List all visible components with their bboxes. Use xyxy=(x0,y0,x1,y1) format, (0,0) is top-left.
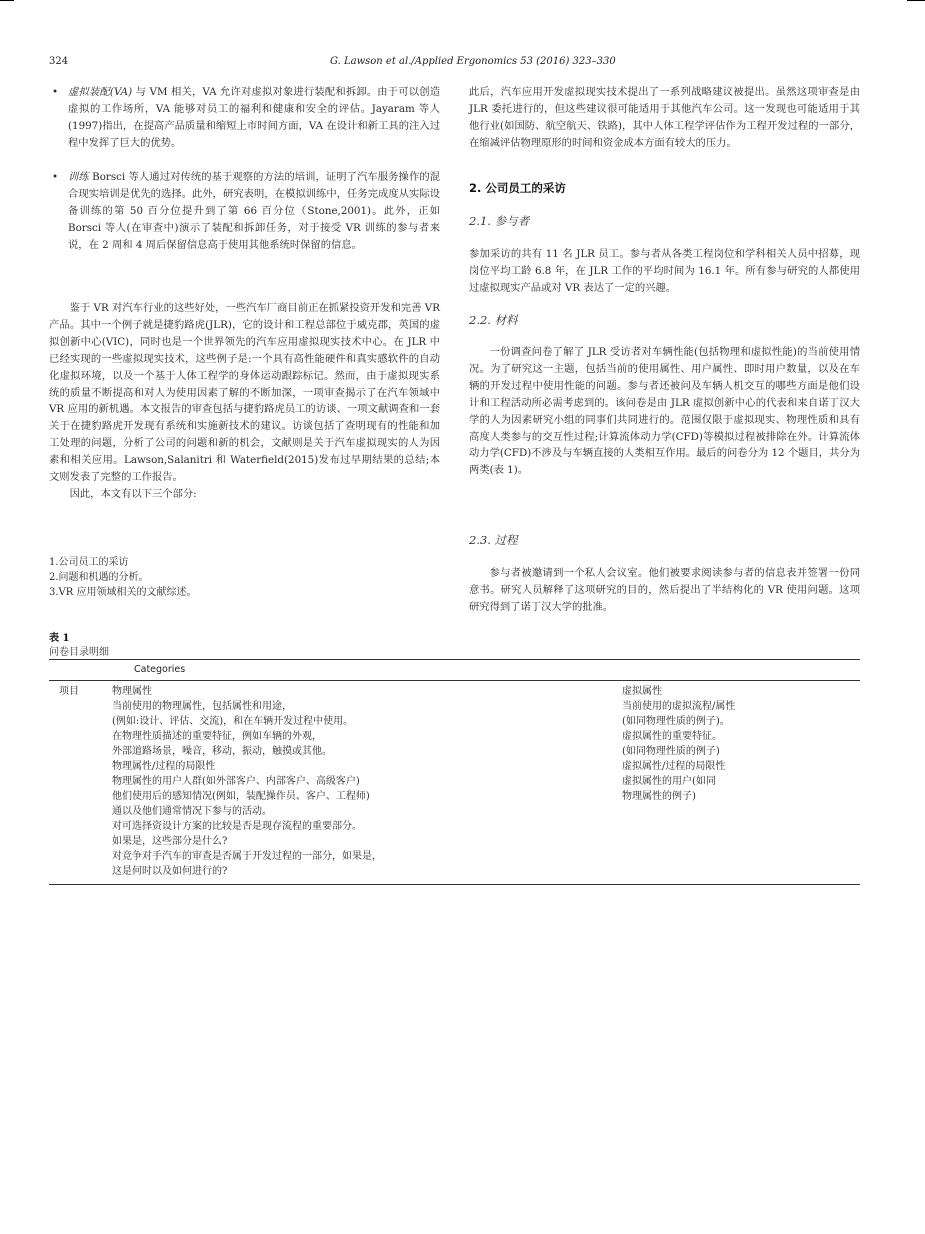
table-cell-line: 物理属性 xyxy=(112,686,152,697)
body-paragraph: 因此，本文有以下三个部分: xyxy=(69,487,197,500)
table-caption: 问卷目录明细 xyxy=(49,647,109,658)
table-cell-line: (如同物理性质的例子) xyxy=(622,746,720,757)
table-cell-line: 当前使用的物理属性，包括属性和用途， xyxy=(112,701,292,712)
table-top-rule xyxy=(49,659,860,660)
table-cell-line: 这是何时以及如何进行的? xyxy=(112,866,228,877)
table-cell-line: 物理属性/过程的局限性 xyxy=(112,761,216,772)
body-paragraph: 参加采访的共有 11 名 JLR 员工。参与者从各类工程岗位和学科相关人员中招募，现岗位平均工龄 6.8 年，在 JLR 工作的平均时间为 16.1 年。所有参与研究的人都使用过虚拟现实产品或对 VR 表达了一定的兴趣。 xyxy=(469,248,860,294)
table-physical-column xyxy=(112,684,382,879)
table-cell-line: 虚拟属性的用户(如同 xyxy=(622,776,716,787)
subsection-heading-2-2: 2.2. 材料 xyxy=(469,313,518,327)
right-intro xyxy=(469,84,860,152)
table-virtual-column xyxy=(622,684,735,804)
bullet-dot: • xyxy=(52,171,59,183)
outline-list xyxy=(49,555,196,600)
body-paragraph: 鉴于 VR 对汽车行业的这些好处，一些汽车厂商目前正在抓紧投资开发和完善 VR 产品。其中一个例子就是捷豹路虎(JLR)，它的设计和工程总部位于威克郡，英国的虚拟创新中心(VIC)，同时也是一个世界领先的汽车应用虚拟现实技术中心。在 JLR 中已经实现的一些虚拟现实技术，这些例子是:一个具有高性能硬件和真实感软件的自动化虚拟环境，以及一个基于人体工程学的身体运动跟踪标记。然而，由于虚拟现实系统的质量不断提高和对人为使用因素了解的不断加深，一项审查揭示了在汽车领域中 VR 应用的新机遇。本文报告的审查包括与捷豹路虎员工的访谈、一项文献调查和一套关于在捷豹路虎开发现有系统和实施新技术的建议。访谈包括了查明现有的性能和加工处理的问题，分析了公司的问题和新的机会，文献则是关于汽车虚拟现实的人为因素和相关应用。Lawson,Salanitri 和 Waterfield(2015)发布过早期结果的总结;本文则发表了完整的工作报告。 xyxy=(49,302,440,484)
bullet-term: 训练 xyxy=(68,171,89,183)
bullet-text: 与 VM 相关，VA 允许对虚拟对象进行装配和拆卸。由于可以创造虚拟的工作场所，VA 能够对员工的福利和健康和安全的评估。Jayaram 等人(1997)指出，在提高产品质量和缩短上市时间方面，VA 在设计和新工具的注入过程中发挥了巨大的优势。 xyxy=(68,86,440,149)
table-categories-header: Categories xyxy=(134,664,186,675)
table-label: 表 1 xyxy=(49,633,70,644)
subsection-heading-2-1: 2.1. 参与者 xyxy=(469,214,530,228)
table-cell-line: 对可选择资设计方案的比较是否是现存流程的重要部分。 xyxy=(112,821,362,832)
journal-header: G. Lawson et al./Applied Ergonomics 53 (2016) 323–330 xyxy=(330,56,616,67)
table-cell-line: (如同物理性质的例子)。 xyxy=(622,716,730,727)
crop-mark-right xyxy=(907,0,925,1)
body-paragraph: 一份调查问卷了解了 JLR 受访者对车辆性能(包括物理和虚拟性能)的当前使用情况。为了研究这一主题，包括当前的使用属性、用户属性、即时用户数量，以及在车辆的开发过程中使用性能的问题。参与者还被问及车辆人机交互的哪些方面是他们设计和工程活动所必需考虑到的。该问卷是由 JLR 虚拟创新中心的代表和来自诺丁汉大学的人为因素研究小组的同事们共同进行的。范围仅限于虚拟现实、物理性质和具有高度人类参与的交互性过程;计算流体动力学(CFD)等模拟过程被排除在外。计算流体动力学(CFD)不涉及与车辆直接的人类相互作用。最后的问卷分为 12 个题目，共分为两类(表 1)。 xyxy=(469,346,860,477)
table-cell-line: 物理属性的例子) xyxy=(622,791,696,802)
list-item: 3.VR 应用领域相关的文献综述。 xyxy=(49,587,197,598)
table-cell-line: 通以及他们通常情况下参与的活动。 xyxy=(112,806,272,817)
table-bottom-rule xyxy=(49,884,860,885)
table-cell-line: 对竞争对手汽车的审查是否属于开发过程的一部分，如果是， xyxy=(112,851,382,862)
bullet-dot: • xyxy=(52,86,59,98)
body-paragraph: 此后，汽车应用开发虚拟现实技术提出了一系列战略建议被提出。虽然这项审查是由 JLR 委托进行的，但这些建议很可能适用于其他汽车公司。这一发现也可能适用于其他行业(如国防、航空航天、铁路)，其中人体工程学评估作为工程开发过程的一部分，在缩减评估物理原形的时间和资金成本方面有较大的压力。 xyxy=(469,86,860,149)
table-cell-line: 当前使用的虚拟流程/属性 xyxy=(622,701,736,712)
section-2-1-text xyxy=(469,246,860,297)
table-cell-line: (例如:设计、评估、交流)，和在车辆开发过程中使用。 xyxy=(112,716,354,727)
bullet-training xyxy=(52,169,441,254)
left-body xyxy=(49,300,440,503)
bullet-term: 虚拟装配(VA) xyxy=(68,86,133,98)
body-paragraph: 参与者被邀请到一个私人会议室。他们被要求阅读参与者的信息表并签署一份同意书。研究人员解释了这项研究的目的，然后提出了半结构化的 VR 使用问题。这项研究得到了诺丁汉大学的批准。 xyxy=(469,567,860,613)
table-cell-line: 虚拟属性/过程的局限性 xyxy=(622,761,726,772)
table-cell-line: 虚拟属性 xyxy=(622,686,662,697)
table-header-rule xyxy=(49,680,860,681)
list-item: 1.公司员工的采访 xyxy=(49,557,129,568)
table-cell-line: 外部道路场景，噪音，移动，振动，触摸或其他。 xyxy=(112,746,332,757)
table-cell-line: 如果是，这些部分是什么? xyxy=(112,836,228,847)
table-row-label: 项目 xyxy=(59,686,79,697)
bullet-virtual-assembly xyxy=(52,84,440,152)
section-heading-2: 2. 公司员工的采访 xyxy=(469,181,566,195)
table-cell-line: 在物理性质描述的重要特征，例如车辆的外观， xyxy=(112,731,322,742)
page-number: 324 xyxy=(49,56,69,67)
crop-mark-left xyxy=(0,0,14,1)
bullet-text: Borsci 等人通过对传统的基于观察的方法的培训，证明了汽车服务操作的混合现实培训是优先的选择。此外，研究表明，在模拟训练中，任务完成度从实际设备训练的第 50 百分位提升到了第 66 百分位（Stone,2001)。此外，正如 Borsci 等人(在审查中)演示了装配和拆卸任务，对于接受 VR 训练的参与者来说，在 2 周和 4 周后保留信息高于使用其他系统时保留的信息。 xyxy=(68,171,441,251)
list-item: 2.问题和机遇的分析。 xyxy=(49,572,149,583)
subsection-heading-2-3: 2.3. 过程 xyxy=(469,533,518,547)
table-cell-line: 物理属性的用户人群(如外部客户、内部客户、高级客户) xyxy=(112,776,360,787)
table-cell-line: 他们使用后的感知情况(例如，装配操作员、客户、工程师) xyxy=(112,791,370,802)
section-2-2-text xyxy=(469,344,860,479)
section-2-3-text xyxy=(469,565,860,616)
table-cell-line: 虚拟属性的重要特征。 xyxy=(622,731,722,742)
